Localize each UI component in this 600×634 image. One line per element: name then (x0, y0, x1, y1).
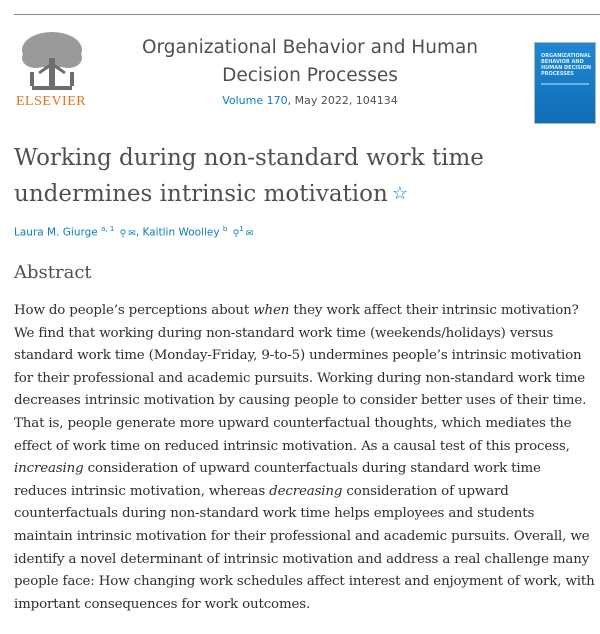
emphasis-increasing: increasing (14, 461, 84, 477)
emphasis-decreasing: decreasing (269, 483, 343, 499)
abstract-text: How do people’s perceptions about when they work affect their intrinsic motivation? We find that working during non-standard work time (weekends/holidays) versus standard work time (Monday-Friday, 9-to-5) undermines people’s intrinsic motivation for their professional and academic pursuits. Working during non-standard work time decreases intrinsic motivation by causing people to consider better uses of their time. That is, people generate more upward counterfactual thoughts, which mediates the effect of work time on reduced intrinsic motivation. As a causal test of this process, increasing consideration of upward counterfactuals during standard work time reduces intrinsic motivation, whereas decreasing consideration of upward counterfactuals during non-standard work time helps employees and students maintain intrinsic motivation for their professional and academic pursuits. Overall, we identify a novel determinant of intrinsic motivation and address a real challenge many people face: How changing work schedules affect interest and enjoyment of work, with important consequences for work outcomes. (14, 303, 595, 612)
cover-title: ORGANIZATIONAL BEHAVIOR AND HUMAN DECISION PROCESSES (541, 53, 592, 77)
elsevier-wordmark: ELSEVIER (16, 94, 87, 109)
author-woolley-affiliation[interactable]: b (222, 225, 228, 233)
author-giurge-affiliation[interactable]: a, 1 (101, 225, 115, 233)
email-icon[interactable]: ✉ (128, 228, 136, 239)
journal-header (0, 26, 600, 116)
author-list: Laura M. Giurge $^{a, 1}$ ⚲ ✉, Kaitlin Woolley $^b$ ⚲$^1$ ✉ (14, 225, 254, 239)
author-giurge[interactable]: Laura M. Giurge (14, 226, 98, 239)
star-icon[interactable]: ☆ (391, 183, 408, 204)
elsevier-logo[interactable] (14, 28, 90, 112)
author-woolley[interactable]: Kaitlin Woolley (142, 226, 220, 239)
person-icon[interactable]: ⚲ (119, 228, 127, 239)
journal-issue-info (100, 94, 520, 107)
journal-info (100, 34, 520, 107)
cover-rule (541, 83, 589, 85)
article-title-text: Working during non-standard work time undermines intrinsic motivation (14, 145, 484, 207)
top-divider (14, 14, 600, 15)
email-icon[interactable]: ✉ (245, 228, 254, 239)
issue-date: , May 2022, 104134 (287, 94, 398, 107)
tree-icon (18, 28, 86, 94)
abstract-heading: Abstract (14, 262, 92, 283)
article-title (14, 140, 574, 212)
emphasis-when: when (253, 303, 290, 318)
person-icon[interactable]: ⚲ (232, 228, 240, 239)
volume-link[interactable]: Volume 170 (222, 94, 288, 107)
journal-title[interactable]: Organizational Behavior and Human Decision Processes (141, 37, 479, 86)
journal-cover-image[interactable] (534, 42, 596, 124)
